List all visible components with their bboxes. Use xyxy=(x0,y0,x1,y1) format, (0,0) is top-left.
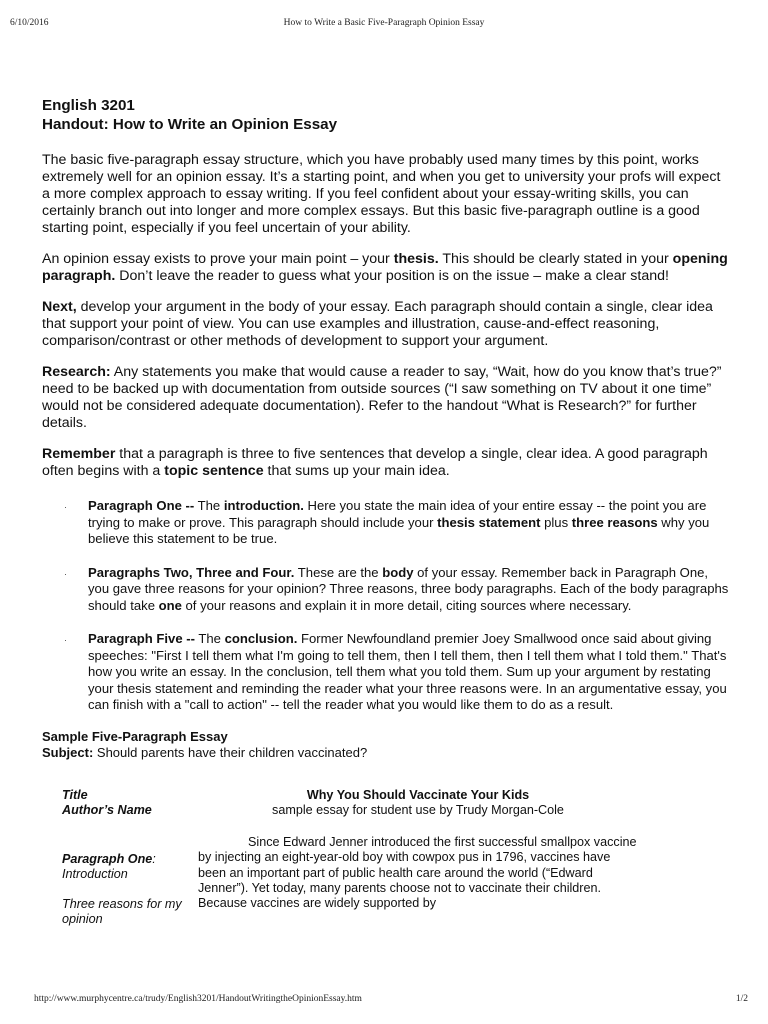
print-url: http://www.murphycentre.ca/trudy/English3201/HandoutWritingtheOpinionEssay.htm xyxy=(34,994,362,1004)
text-run: Here you state the main idea of your entire essay -- the point you are trying to make or prove. This paragraph should include your xyxy=(88,498,707,530)
bold-run: Paragraph One -- xyxy=(88,498,195,513)
title-label: Title xyxy=(62,787,88,802)
essay-intro-paragraph: Since Edward Jenner introduced the first successful smallpox vaccine by injecting an eight-year-old boy with cowpox pus in 1796, vaccines have been an important part of public health care around the world (“Edward Jenner”). Yet today, many parents choose not to vaccinate their children. Because vaccines are widely supported by xyxy=(198,835,637,911)
bullet-marker: · xyxy=(64,568,67,579)
text-run: that sums up your main idea. xyxy=(263,463,450,479)
handout-title: Handout: How to Write an Opinion Essay xyxy=(42,116,338,133)
sample-essay-table xyxy=(42,787,732,926)
remember-paragraph xyxy=(42,446,732,480)
author-label: Author’s Name xyxy=(62,802,152,817)
bold-run: Remember xyxy=(42,446,116,462)
bold-run: Paragraph One xyxy=(62,852,153,867)
bullet-marker: · xyxy=(64,635,67,645)
list-item xyxy=(42,631,732,714)
essay-text-column xyxy=(198,788,638,912)
subject-label: Subject: xyxy=(42,744,94,760)
bullet-marker: · xyxy=(64,502,67,512)
bold-run: Next, xyxy=(42,299,77,315)
text-run: of your reasons and explain it in more detail, citing sources where necessary. xyxy=(181,597,632,613)
three-reasons-label: Three reasons for my opinion xyxy=(62,896,182,926)
text-run: An opinion essay exists to prove your main point – your xyxy=(42,251,394,267)
text-run: : xyxy=(152,852,156,867)
subject-text: Should parents have their children vaccinated? xyxy=(93,744,368,760)
text-run: plus xyxy=(540,514,572,530)
bold-run: introduction. xyxy=(223,498,304,513)
text-run: that a paragraph is three to five sentences that develop a single, clear idea. A good paragraph often begins with a xyxy=(42,446,708,479)
list-item xyxy=(42,565,732,615)
intro-paragraph: The basic five-paragraph essay structure, which you have probably used many times by this point, works extremely well for an opinion essay. It’s a starting point, and when you get to university your profs will expect a more complex approach to essay writing. If you feel confident about your essay-writing skills, you can certainly branch out into longer and more complex essays. But this basic five-paragraph outline is a good starting point, especially if you feel uncertain of your ability. xyxy=(42,152,721,236)
essay-annotation-column xyxy=(62,788,190,928)
text-run: Former Newfoundland premier Joey Smallwood once said about giving speeches: "First I tell them what I'm going to tell them, then I tell them, then I tell them what I told them." That's how you write an essay. In the conclusion, tell them what you told them. Sum up your argument by restating your thesis statement and reminding the reader what your three reasons were. In an argumentative essay, you can finish with a "call to action" -- tell the reader what you would like them to do as a result. xyxy=(88,631,727,712)
print-date: 6/10/2016 xyxy=(10,18,49,28)
text-run: The xyxy=(194,498,224,513)
introduction-label: Introduction xyxy=(62,867,128,882)
sample-subject xyxy=(42,745,732,761)
list-item xyxy=(42,498,732,548)
next-paragraph xyxy=(42,299,732,350)
text-run: Any statements you make that would cause a reader to say, “Wait, how do you know that’s true?” need to be backed up with documentation from outside sources (“I saw something on TV about it one time” would not be considered adequate documentation). Refer to the handout “What is Research?” for further details. xyxy=(42,364,722,431)
course-title: English 3201 xyxy=(42,97,135,114)
sample-essay-heading: Sample Five-Paragraph Essay xyxy=(42,728,228,744)
text-run: The xyxy=(194,631,225,646)
bold-run: body xyxy=(382,564,414,580)
print-page-title: How to Write a Basic Five-Paragraph Opinion Essay xyxy=(283,18,485,28)
bold-run: topic sentence xyxy=(164,463,264,479)
print-page-number: 1/2 xyxy=(735,994,748,1004)
bold-run: thesis statement xyxy=(437,514,541,530)
bold-run: three reasons xyxy=(571,514,658,530)
document-body xyxy=(42,96,732,926)
text-run: of your essay. Remember back in Paragraph One, you gave three reasons for your opinion? Three reasons, three body paragraphs. Each of the body paragraphs should take xyxy=(88,564,729,613)
bold-run: one xyxy=(158,597,182,613)
text-run: develop your argument in the body of your essay. Each paragraph should contain a single, clear idea that support your point of view. You can use examples and illustration, cause-and-effect reasoning, comparison/contrast or other methods of development to support your argument. xyxy=(42,299,713,349)
bold-run: Research: xyxy=(42,364,111,380)
text-run: This should be clearly stated in your xyxy=(438,251,673,267)
bold-run: Paragraph Five -- xyxy=(88,631,195,646)
thesis-paragraph xyxy=(42,251,732,285)
paragraph-outline-list xyxy=(42,498,732,714)
paragraph-one-label xyxy=(62,852,190,867)
bold-run: Paragraphs Two, Three and Four. xyxy=(88,564,295,580)
text-run: why you believe this statement to be true. xyxy=(88,514,710,546)
text-run: These are the xyxy=(294,564,383,580)
essay-byline: sample essay for student use by Trudy Morgan-Cole xyxy=(272,802,564,817)
text-run: Don’t leave the reader to guess what your position is on the issue – make a clear stand! xyxy=(115,268,669,284)
bold-run: conclusion. xyxy=(224,631,298,646)
bold-run: thesis. xyxy=(393,251,439,267)
research-paragraph xyxy=(42,364,732,432)
bold-run: opening paragraph. xyxy=(42,251,728,284)
essay-title: Why You Should Vaccinate Your Kids xyxy=(306,787,530,802)
